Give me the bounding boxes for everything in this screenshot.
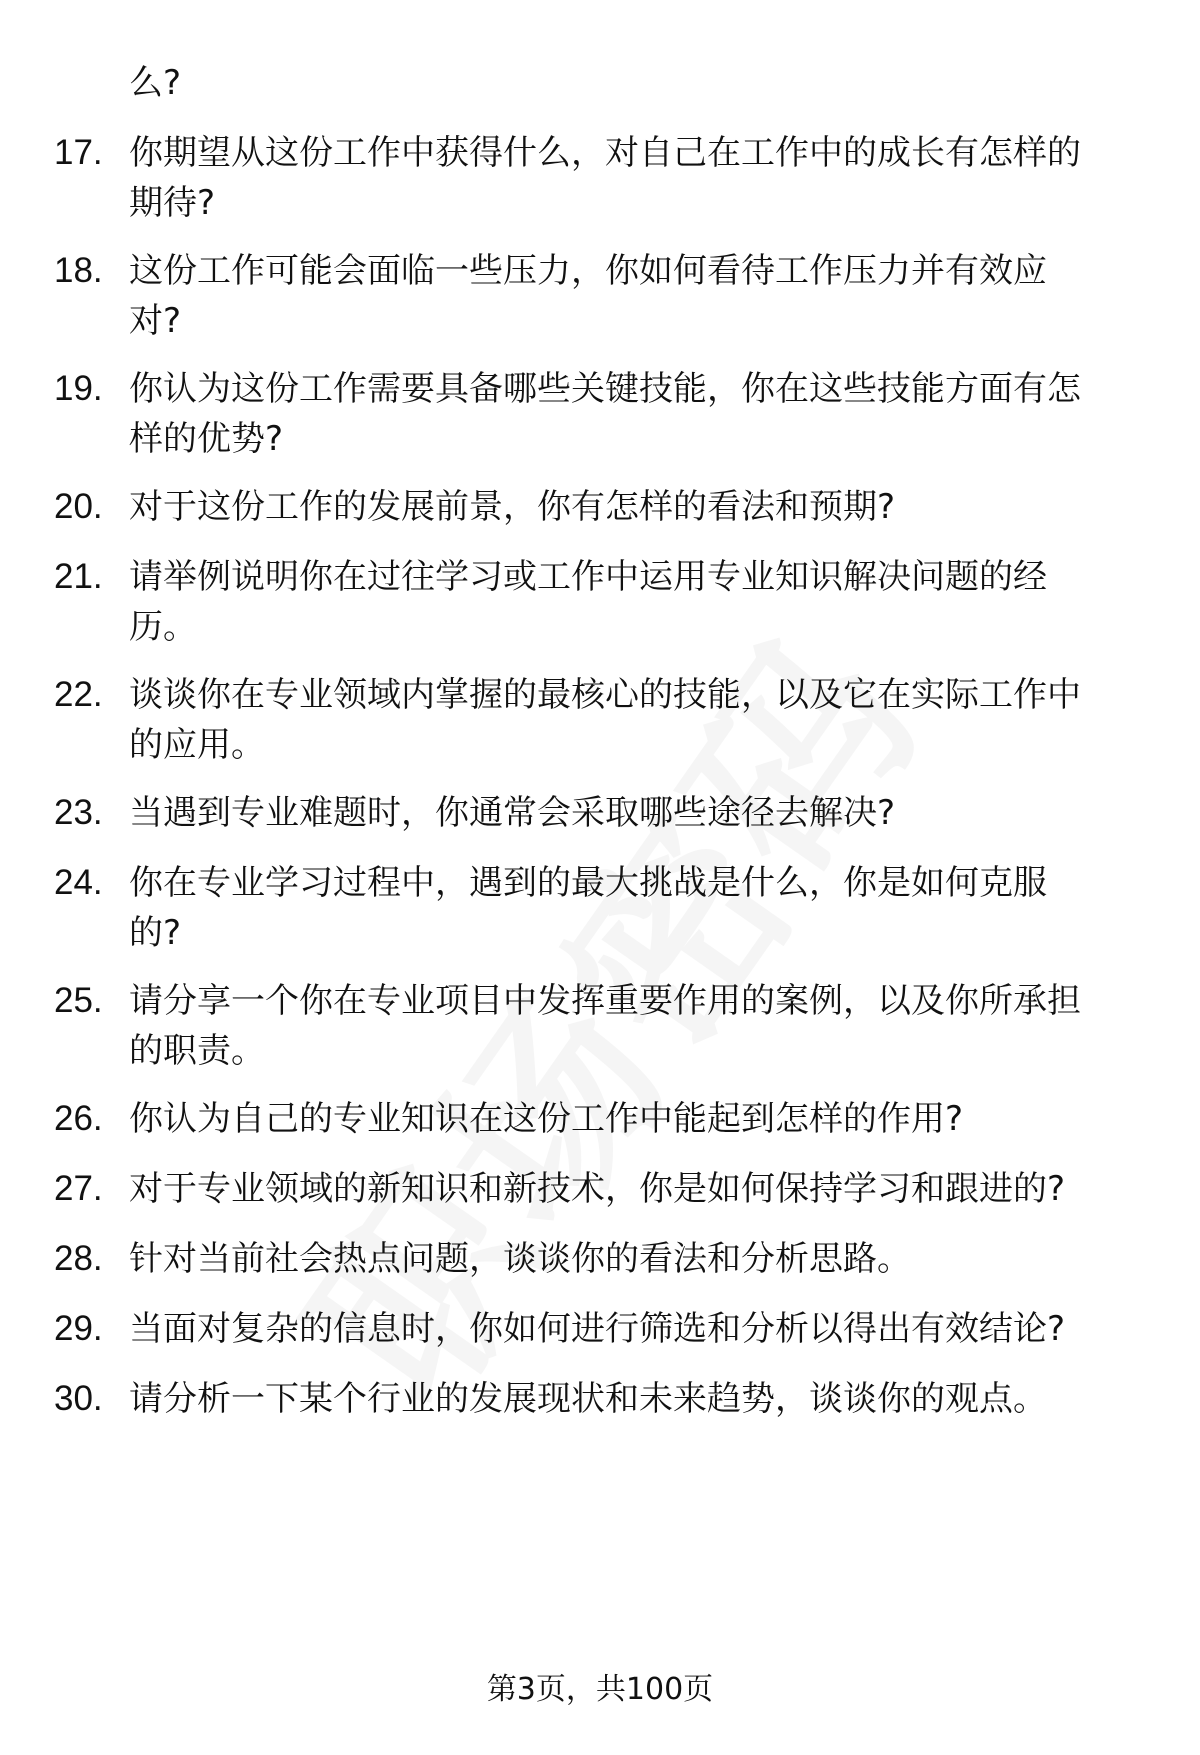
item-text: 请举例说明你在过往学习或工作中运用专业知识解决问题的经 历。 xyxy=(129,557,1047,647)
item-number: 26. xyxy=(54,1099,103,1138)
item-number: 29. xyxy=(54,1309,103,1348)
item-text: 当遇到专业难题时，你通常会采取哪些途径去解决? xyxy=(129,793,896,833)
item-number: 28. xyxy=(54,1239,103,1278)
item-text: 对于这份工作的发展前景，你有怎样的看法和预期? xyxy=(129,487,896,527)
item-text: 针对当前社会热点问题，谈谈你的看法和分析思路。 xyxy=(129,1239,911,1279)
item-number: 18. xyxy=(54,251,103,290)
item-text: 请分析一下某个行业的发展现状和未来趋势，谈谈你的观点。 xyxy=(129,1379,1047,1419)
item-text: 你认为这份工作需要具备哪些关键技能，你在这些技能方面有怎 样的优势? xyxy=(129,369,1081,459)
item-number: 23. xyxy=(54,793,103,832)
item-text: 谈谈你在专业领域内掌握的最核心的技能，以及它在实际工作中 的应用。 xyxy=(129,675,1081,765)
item-text: 请分享一个你在专业项目中发挥重要作用的案例，以及你所承担 的职责。 xyxy=(129,981,1081,1071)
item-number: 27. xyxy=(54,1169,103,1208)
item-number: 30. xyxy=(54,1379,103,1418)
item-number: 19. xyxy=(54,369,103,408)
item-text: 你认为自己的专业知识在这份工作中能起到怎样的作用? xyxy=(129,1099,964,1139)
item-number: 17. xyxy=(54,133,103,172)
item-text: 你期望从这份工作中获得什么，对自己在工作中的成长有怎样的 期待? xyxy=(129,133,1081,223)
item-text: 这份工作可能会面临一些压力，你如何看待工作压力并有效应 对? xyxy=(129,251,1047,341)
item-text: 对于专业领域的新知识和新技术，你是如何保持学习和跟进的? xyxy=(129,1169,1066,1209)
item-text: 当面对复杂的信息时，你如何进行筛选和分析以得出有效结论? xyxy=(129,1309,1066,1349)
item-number: 25. xyxy=(54,981,103,1020)
item-number: 20. xyxy=(54,487,103,526)
item-number: 21. xyxy=(54,557,103,596)
item-text: 么? xyxy=(129,63,182,103)
item-number: 24. xyxy=(54,863,103,902)
page-footer: 第3页，共100页 xyxy=(486,1672,714,1707)
item-text: 你在专业学习过程中，遇到的最大挑战是什么，你是如何克服 的? xyxy=(129,863,1047,953)
item-number: 22. xyxy=(54,675,103,714)
